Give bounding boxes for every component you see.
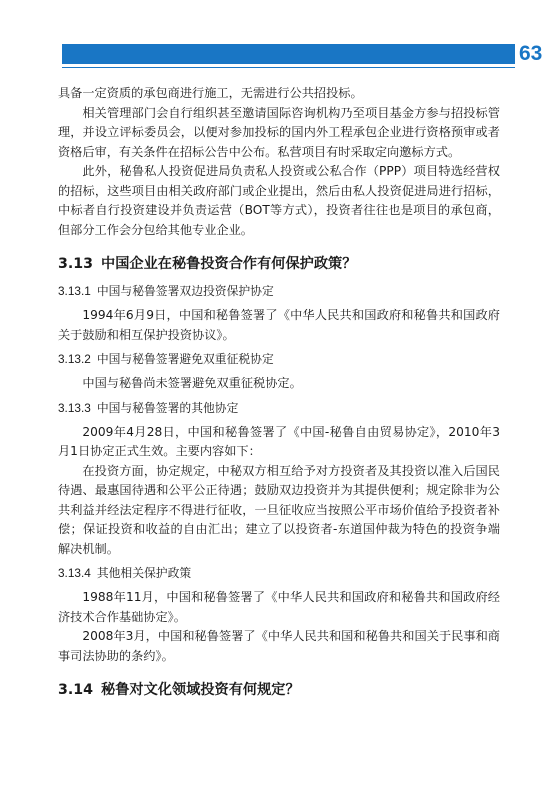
paragraph: 具备一定资质的承包商进行施工，无需进行公共招投标。 — [58, 86, 363, 100]
subsection-heading-3-13-1 — [58, 282, 500, 301]
section-heading-3-14 — [58, 680, 500, 700]
section-number: 3.14 — [58, 682, 94, 698]
subsection-heading-3-13-3 — [58, 399, 500, 418]
subsection-heading-3-13-2 — [58, 350, 500, 369]
subsection-number: 3.13.2 — [58, 352, 91, 366]
header-rule — [62, 67, 515, 68]
subsection-number: 3.13.1 — [58, 284, 91, 298]
section-heading-3-13 — [58, 254, 500, 274]
paragraph: 相关管理部门会自行组织甚至邀请国际咨询机构乃至项目基金方参与招投标管理，并设立评标委员会，以便对参加投标的国内外工程承包企业进行资格预审或者资格后审，有关条件在招标公告中公布。私营项目有时采取定向邀标方式。 — [58, 105, 500, 159]
subsection-heading-3-13-4 — [58, 564, 500, 583]
paragraph: 2009年4月28日，中国和秘鲁签署了《中国-秘鲁自由贸易协定》，2010年3月1日协定正式生效。主要内容如下： — [58, 424, 500, 458]
page-number: 63 — [519, 42, 543, 65]
paragraph: 1994年6月9日，中国和秘鲁签署了《中华人民共和国政府和秘鲁共和国政府关于鼓励和相互保护投资协议》。 — [58, 308, 500, 342]
paragraph: 2008年3月，中国和秘鲁签署了《中华人民共和国和秘鲁共和国关于民事和商事司法协助的条约》。 — [58, 629, 500, 663]
subsection-title: 其他相关保护政策 — [96, 566, 192, 580]
paragraph: 在投资方面，协定规定，中秘双方相互给予对方投资者及其投资以准入后国民待遇、最惠国待遇和公平公正待遇；鼓励双边投资并为其提供便利；规定除非为公共利益并经法定程序不得进行征收，一旦征收应当按照公平市场价值给予投资者补偿；保证投资和收益的自由汇出；建立了以投资者-东道国仲裁为特色的投资争端解决机制。 — [58, 463, 500, 556]
paragraph: 1988年11月，中国和秘鲁签署了《中华人民共和国政府和秘鲁共和国政府经济技术合作基础协定》。 — [58, 590, 500, 624]
paragraph: 中国与秘鲁尚未签署避免双重征税协定。 — [82, 376, 302, 390]
page-body — [58, 84, 500, 700]
subsection-number: 3.13.4 — [58, 566, 91, 580]
section-number: 3.13 — [58, 256, 94, 272]
section-title: 秘鲁对文化领域投资有何规定？ — [101, 682, 300, 698]
subsection-number: 3.13.3 — [58, 400, 91, 415]
paragraph: 此外，秘鲁私人投资促进局负责私人投资或公私合作（PPP）项目特选经营权的招标，这些项目由相关政府部门或企业提出，然后由私人投资促进局进行招标，中标者自行投资建设并负责运营（BOT等方式），投资者往往也是项目的承包商，但部分工作会分包给其他专业企业。 — [58, 164, 500, 237]
subsection-title: 中国与秘鲁签署避免双重征税协定 — [96, 352, 274, 366]
header-title: 秘鲁 — [418, 91, 455, 105]
subsection-title: 中国与秘鲁签署双边投资保护协定 — [96, 284, 274, 298]
section-title: 中国企业在秘鲁投资合作有何保护政策？ — [101, 256, 357, 272]
subsection-title: 中国与秘鲁签署的其他协定 — [96, 400, 239, 415]
